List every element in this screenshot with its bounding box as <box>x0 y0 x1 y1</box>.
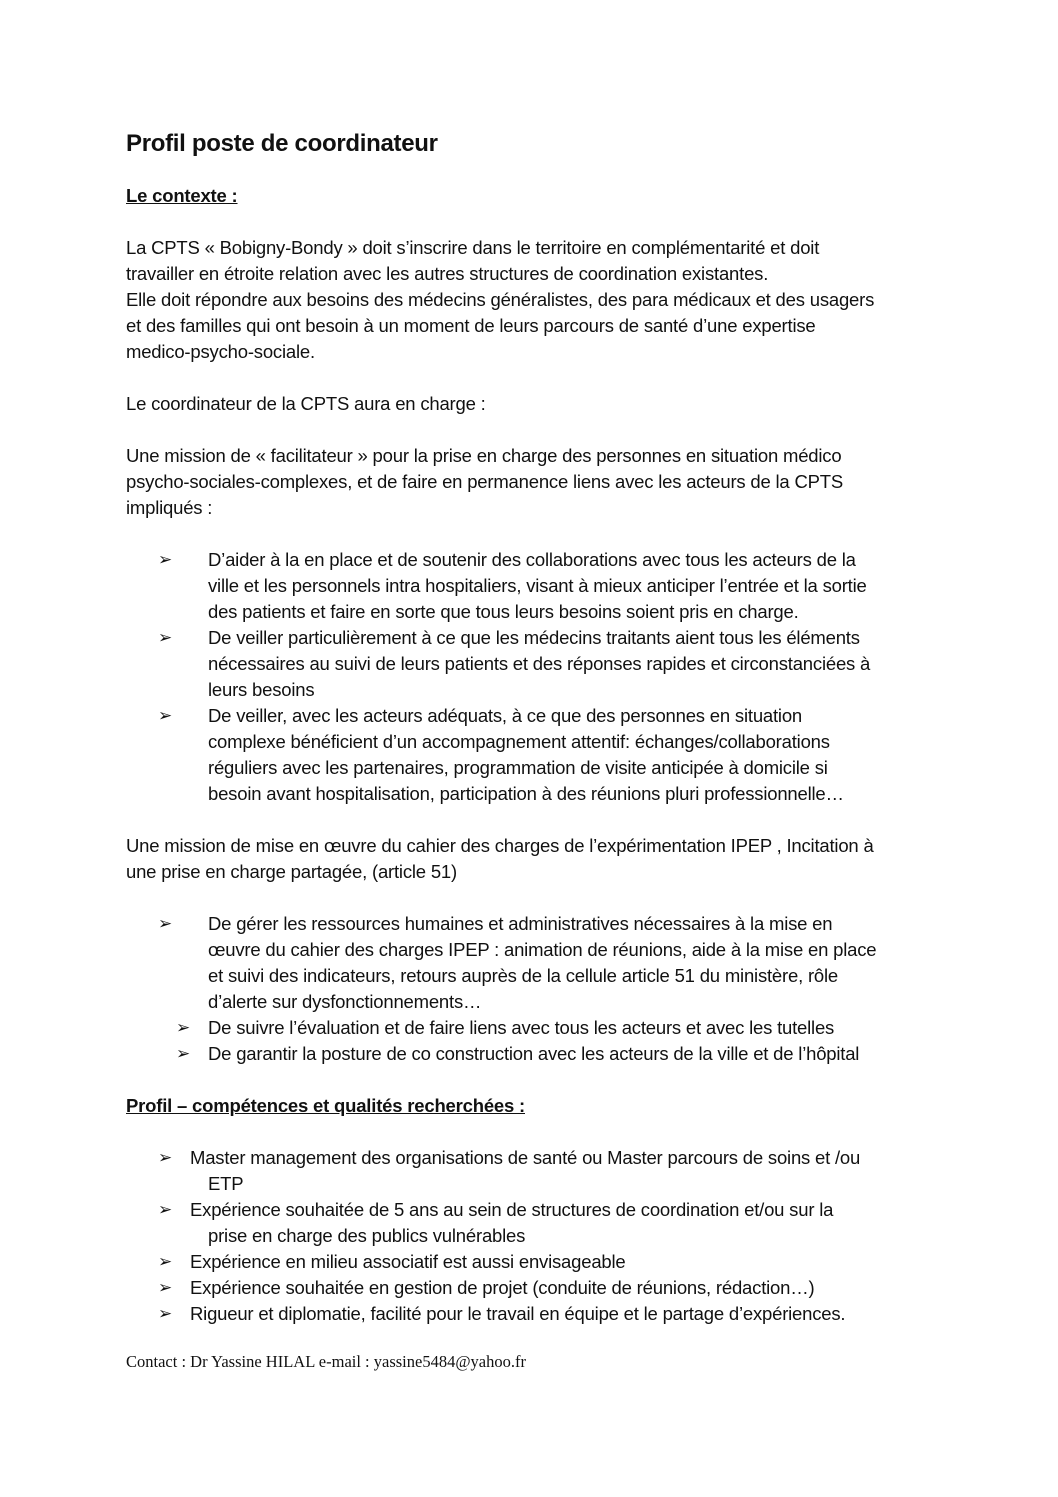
arrow-bullet-icon: ➢ <box>158 706 173 726</box>
mission1-bullet-line: leurs besoins <box>208 679 315 700</box>
profile-bullet-line: prise en charge des publics vulnérables <box>208 1225 526 1246</box>
mission1-bullet-line: réguliers avec les partenaires, programmation de visite anticipée à domicile si <box>208 757 828 778</box>
arrow-bullet-icon: ➢ <box>158 1148 173 1168</box>
mission1-bullet-line: D’aider à la en place et de soutenir des collaborations avec tous les acteurs de la <box>208 549 856 570</box>
arrow-bullet-icon: ➢ <box>158 628 173 648</box>
arrow-bullet-icon: ➢ <box>158 1252 173 1272</box>
mission1-bullet-line: besoin avant hospitalisation, participation à des réunions pluri professionnelle… <box>208 783 844 804</box>
contact-line: Contact : Dr Yassine HILAL e-mail : yassine5484@yahoo.fr <box>126 1352 526 1371</box>
profile-bullet-line: ETP <box>208 1173 244 1194</box>
context-line: et des familles qui ont besoin à un moment de leurs parcours de santé d’une expertise <box>126 315 816 336</box>
arrow-bullet-icon: ➢ <box>158 1304 173 1324</box>
mission1-line: psycho-sociales-complexes, et de faire en permanence liens avec les acteurs de la CPTS <box>126 471 843 492</box>
profile-bullet-line: Expérience en milieu associatif est aussi envisageable <box>190 1251 626 1272</box>
arrow-bullet-icon: ➢ <box>158 1278 173 1298</box>
mission1-bullet-line: De veiller, avec les acteurs adéquats, à ce que des personnes en situation <box>208 705 803 726</box>
coordinator-intro: Le coordinateur de la CPTS aura en charge : <box>126 393 486 414</box>
profile-bullet-line: Expérience souhaitée en gestion de projet (conduite de réunions, rédaction…) <box>190 1277 815 1298</box>
arrow-bullet-icon: ➢ <box>158 550 173 570</box>
mission2-bullet-line: De suivre l’évaluation et de faire liens avec tous les acteurs et avec les tutelles <box>208 1017 835 1038</box>
mission2-bullet-line: et suivi des indicateurs, retours auprès de la cellule article 51 du ministère, rôle <box>208 965 838 986</box>
profile-heading: Profil – compétences et qualités recherchées : <box>126 1095 525 1116</box>
mission2-bullet-line: De garantir la posture de co construction avec les acteurs de la ville et de l’hôpital <box>208 1043 860 1064</box>
mission1-bullet-line: ville et les personnels intra hospitaliers, visant à mieux anticiper l’entrée et la sortie <box>208 575 867 596</box>
mission1-bullet-line: des patients et faire en sorte que tous leurs besoins soient pris en charge. <box>208 601 799 622</box>
mission2-bullet-line: De gérer les ressources humaines et administratives nécessaires à la mise en <box>208 913 833 934</box>
context-line: travailler en étroite relation avec les autres structures de coordination existantes. <box>126 263 769 284</box>
mission2-bullet-line: d’alerte sur dysfonctionnements… <box>208 991 482 1012</box>
profile-bullet-line: Master management des organisations de santé ou Master parcours de soins et /ou <box>190 1147 861 1168</box>
arrow-bullet-icon: ➢ <box>176 1044 191 1064</box>
context-line: La CPTS « Bobigny-Bondy » doit s’inscrire dans le territoire en complémentarité et doit <box>126 237 820 258</box>
mission1-bullet-line: nécessaires au suivi de leurs patients et des réponses rapides et circonstanciées à <box>208 653 871 674</box>
mission1-bullet-line: De veiller particulièrement à ce que les médecins traitants aient tous les éléments <box>208 627 860 648</box>
arrow-bullet-icon: ➢ <box>176 1018 191 1038</box>
mission1-bullet-line: complexe bénéficient d’un accompagnement attentif: échanges/collaborations <box>208 731 830 752</box>
profile-bullet-line: Rigueur et diplomatie, facilité pour le travail en équipe et le partage d’expériences. <box>190 1303 846 1324</box>
arrow-bullet-icon: ➢ <box>158 914 173 934</box>
context-heading: Le contexte : <box>126 185 238 206</box>
profile-bullet-line: Expérience souhaitée de 5 ans au sein de structures de coordination et/ou sur la <box>190 1199 834 1220</box>
context-line: medico-psycho-sociale. <box>126 341 315 362</box>
page-title: Profil poste de coordinateur <box>126 130 438 157</box>
context-line: Elle doit répondre aux besoins des médecins généralistes, des para médicaux et des usagers <box>126 289 875 310</box>
mission2-bullet-line: œuvre du cahier des charges IPEP : animation de réunions, aide à la mise en place <box>208 939 877 960</box>
mission1-line: Une mission de « facilitateur » pour la prise en charge des personnes en situation médico <box>126 445 842 466</box>
mission2-line: Une mission de mise en œuvre du cahier des charges de l’expérimentation IPEP , Incitation à <box>126 835 874 856</box>
mission2-line: une prise en charge partagée, (article 51) <box>126 861 457 882</box>
arrow-bullet-icon: ➢ <box>158 1200 173 1220</box>
mission1-line: impliqués : <box>126 497 213 518</box>
